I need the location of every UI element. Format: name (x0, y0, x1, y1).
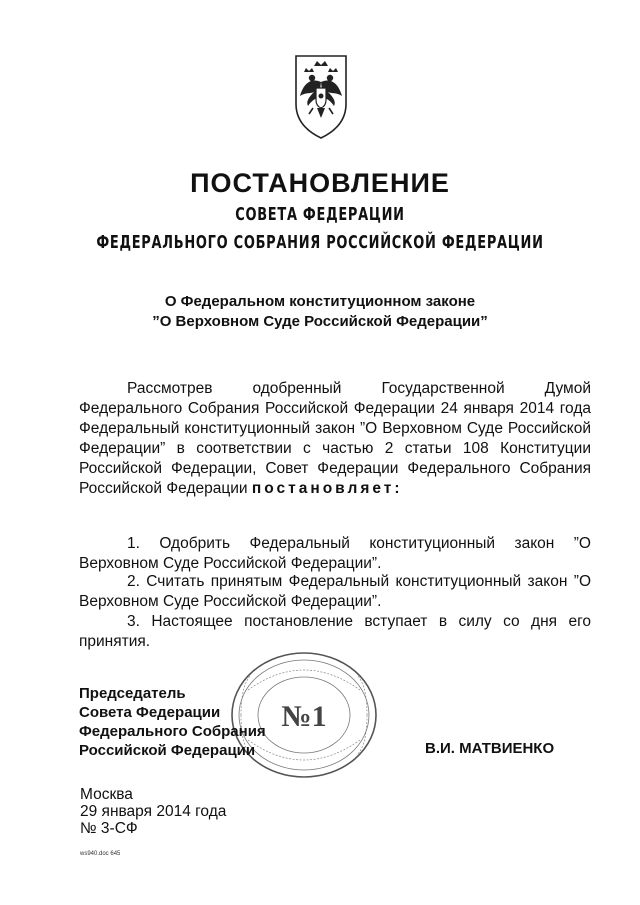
footer-code: ws940.doc 645 (80, 851, 121, 857)
issuer-line-2: ФЕДЕРАЛЬНОГО СОБРАНИЯ РОССИЙСКОЙ ФЕДЕРАЦИИ (96, 232, 544, 253)
signer-title-line-3: Федерального Собрания (79, 723, 266, 740)
resolution-item-2: 2. Считать принятым Федеральный конституционный закон ”О Верховном Суде Российской Федерации”. (79, 573, 591, 610)
coat-of-arms-icon (290, 52, 352, 142)
subject-line-1: О Федеральном конституционном законе (164, 293, 476, 310)
preamble-paragraph (79, 379, 591, 499)
signer-title-line-2: Совета Федерации (79, 704, 221, 721)
document-number: № 3-СФ (80, 820, 138, 837)
signer-title-line-1: Председатель (79, 685, 186, 702)
signer-name: В.И. МАТВИЕНКО (425, 740, 555, 757)
signer-title-line-4: Российской Федерации (79, 742, 256, 759)
place-date-number (80, 786, 226, 837)
resolution-item-3: 3. Настоящее постановление вступает в силу со дня его принятия. (79, 613, 591, 650)
document-type: ПОСТАНОВЛЕНИЕ (190, 168, 450, 198)
place: Москва (80, 786, 133, 803)
issuer-line-1: СОВЕТА ФЕДЕРАЦИИ (235, 204, 405, 225)
preamble-text: Рассмотрев одобренный Государственной Думой Федерального Собрания Российской Федерации 24 января 2014 года Федеральный конституционный закон ”О Верховном Суде Российской Федерации” в соответствии с частью 2 статьи 108 Конституции Российской Федерации, Совет Федерации Федерального Собрания Российской Федерации (79, 380, 591, 497)
signer-title (79, 684, 319, 760)
subject-line-2: ”О Верховном Суде Российской Федерации” (152, 313, 488, 330)
date: 29 января 2014 года (80, 803, 227, 820)
seal-number: №1 (281, 700, 327, 733)
resolution-item-1: 1. Одобрить Федеральный конституционный закон ”О Верховном Суде Российской Федерации”. (79, 535, 591, 572)
decision-word: постановляет: (251, 480, 403, 497)
